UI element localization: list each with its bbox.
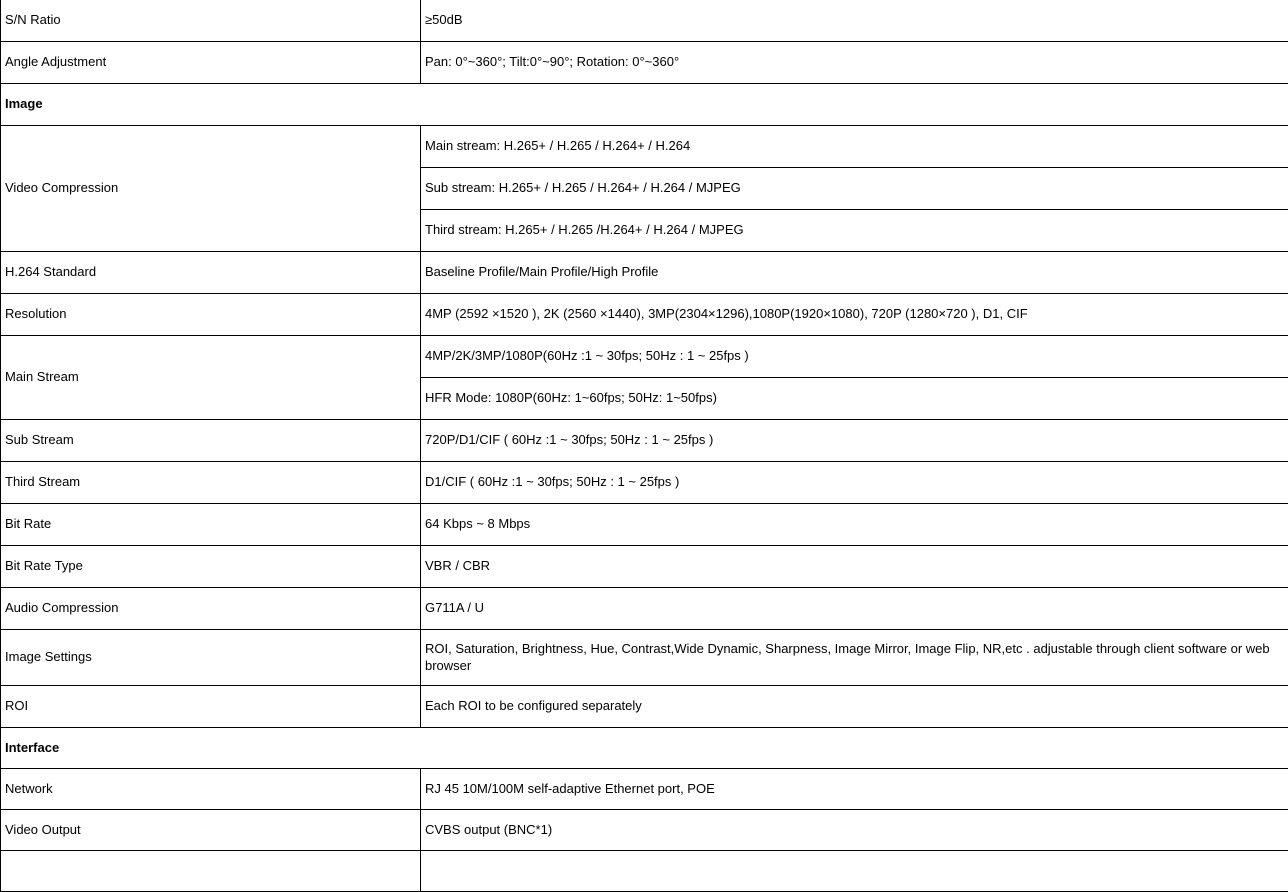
spec-value: VBR / CBR xyxy=(421,546,1288,588)
table-row xyxy=(1,0,1288,42)
spec-label: Angle Adjustment xyxy=(1,42,421,84)
spec-value: Third stream: H.265+ / H.265 /H.264+ / H.264 / MJPEG xyxy=(421,210,1288,252)
table-row xyxy=(1,504,1288,546)
spec-label: Sub Stream xyxy=(1,420,421,462)
spec-value: Pan: 0°~360°; Tilt:0°~90°; Rotation: 0°~360° xyxy=(421,42,1288,84)
spec-value: Each ROI to be configured separately xyxy=(421,686,1288,728)
spec-value: D1/CIF ( 60Hz :1 ~ 30fps; 50Hz : 1 ~ 25fps ) xyxy=(421,462,1288,504)
spec-label: Image Settings xyxy=(1,630,421,686)
table-row xyxy=(1,252,1288,294)
spec-label: Audio Compression xyxy=(1,588,421,630)
spec-value: RJ 45 10M/100M self-adaptive Ethernet port, POE xyxy=(421,769,1288,810)
spec-label: ROI xyxy=(1,686,421,728)
table-row xyxy=(1,810,1288,851)
table-row xyxy=(1,769,1288,810)
spec-value: 4MP/2K/3MP/1080P(60Hz :1 ~ 30fps; 50Hz : 1 ~ 25fps ) xyxy=(421,336,1288,378)
spec-value: Baseline Profile/Main Profile/High Profile xyxy=(421,252,1288,294)
table-row xyxy=(1,42,1288,84)
spec-label: Third Stream xyxy=(1,462,421,504)
spec-label: Video Output xyxy=(1,810,421,851)
spec-value: CVBS output (BNC*1) xyxy=(421,810,1288,851)
table-row xyxy=(1,336,1288,378)
table-row xyxy=(1,126,1288,168)
spec-label: S/N Ratio xyxy=(1,0,421,42)
spec-label: Bit Rate xyxy=(1,504,421,546)
table-row xyxy=(1,420,1288,462)
spec-value: 720P/D1/CIF ( 60Hz :1 ~ 30fps; 50Hz : 1 ~ 25fps ) xyxy=(421,420,1288,462)
spec-value: HFR Mode: 1080P(60Hz: 1~60fps; 50Hz: 1~50fps) xyxy=(421,378,1288,420)
table-row xyxy=(1,588,1288,630)
section-header-row xyxy=(1,84,1288,126)
table-row xyxy=(1,462,1288,504)
table-row xyxy=(1,294,1288,336)
spec-label: Network xyxy=(1,769,421,810)
table-row xyxy=(1,851,1288,892)
spec-label-empty xyxy=(1,851,421,892)
spec-value: 64 Kbps ~ 8 Mbps xyxy=(421,504,1288,546)
section-header-image: Image xyxy=(1,84,1288,126)
spec-value: 4MP (2592 ×1520 ), 2K (2560 ×1440), 3MP(2304×1296),1080P(1920×1080), 720P (1280×720 ), D1, CIF xyxy=(421,294,1288,336)
spec-label: Resolution xyxy=(1,294,421,336)
spec-label: H.264 Standard xyxy=(1,252,421,294)
spec-value: ≥50dB xyxy=(421,0,1288,42)
spec-label: Main Stream xyxy=(1,336,421,420)
section-header-interface: Interface xyxy=(1,728,1288,769)
spec-value: Sub stream: H.265+ / H.265 / H.264+ / H.264 / MJPEG xyxy=(421,168,1288,210)
table-row xyxy=(1,546,1288,588)
spec-label: Video Compression xyxy=(1,126,421,252)
table-row xyxy=(1,630,1288,686)
spec-value: ROI, Saturation, Brightness, Hue, Contrast,Wide Dynamic, Sharpness, Image Mirror, Image Flip, NR,etc . adjustable through client software or web browser xyxy=(421,630,1288,686)
spec-value: G711A / U xyxy=(421,588,1288,630)
spec-value-empty xyxy=(421,851,1288,892)
spec-value: Main stream: H.265+ / H.265 / H.264+ / H.264 xyxy=(421,126,1288,168)
spec-label: Bit Rate Type xyxy=(1,546,421,588)
section-header-row xyxy=(1,728,1288,769)
table-row xyxy=(1,686,1288,728)
